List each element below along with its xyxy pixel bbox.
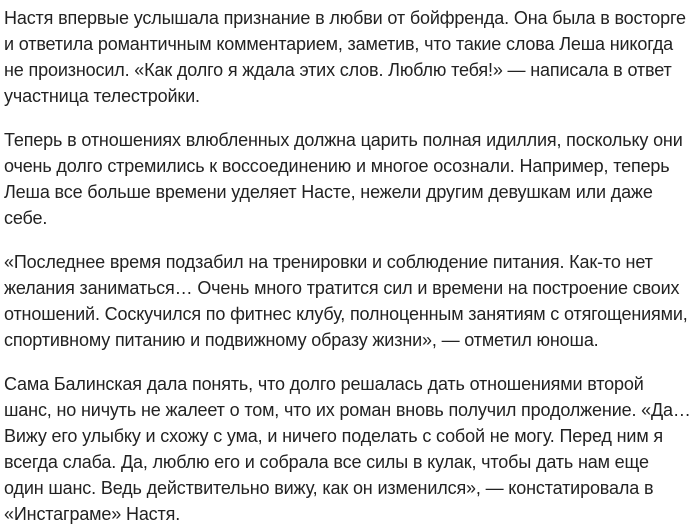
article-paragraph-4: Сама Балинская дала понять, что долго решалась дать отношениями второй шанс, но ничуть не жалеет о том, что их роман вновь получил продолжение. «Да… Вижу его улыбку и схожу с ума, и ничего поделать с собой не могу. Перед ним я всегда слаба. Да, люблю его и собрала все силы в кулак, чтобы дать нам еще один шанс. Ведь действительно вижу, как он изменился», — констатировала в «Инстаграме» Настя. <box>4 374 691 524</box>
article-paragraph-2: Теперь в отношениях влюбленных должна царить полная идиллия, поскольку они очень долго стремились к воссоединению и многое осознали. Например, теперь Леша все больше времени уделяет Насте, нежели другим девушкам или даже себе. <box>4 130 683 228</box>
article-paragraph-3: «Последнее время подзабил на тренировки и соблюдение питания. Как-то нет желания заниматься… Очень много тратится сил и времени на построение своих отношений. Соскучился по фитнес клубу, полноценным занятиям с отягощениями, спортивному питанию и подвижному образу жизни», — отметил юноша. <box>4 252 688 350</box>
article-paragraph-1: Настя впервые услышала признание в любви от бойфренда. Она была в восторге и ответила романтичным комментарием, заметив, что такие слова Леша никогда не произносил. «Как долго я ждала этих слов. Люблю тебя!» — написала в ответ участница телестройки. <box>4 8 686 106</box>
